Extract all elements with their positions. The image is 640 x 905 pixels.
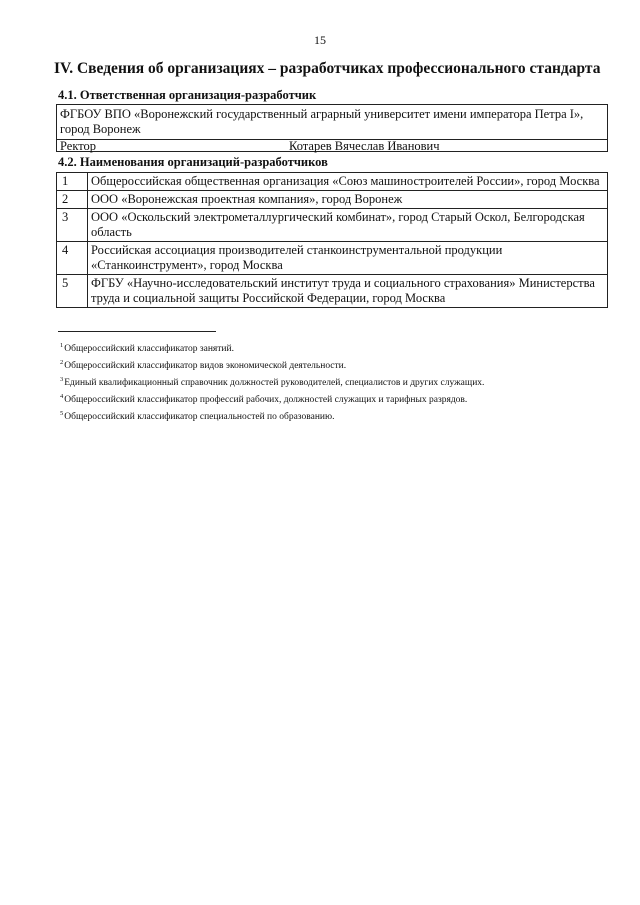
footnote [60, 390, 620, 407]
footnote-text: Общероссийский классификатор видов экономической деятельности. [64, 361, 347, 371]
page-number: 15 [314, 33, 326, 47]
footnotes [60, 339, 620, 424]
signatory-name: Котарев Вячеслав Иванович [289, 139, 440, 153]
footnote [60, 339, 620, 356]
footnote-mark: 2 [60, 359, 64, 366]
table-row [57, 209, 608, 242]
row-number: 1 [57, 173, 88, 191]
table-row [57, 275, 608, 308]
footnote-text: Общероссийский классификатор занятий. [64, 344, 234, 354]
section-title: IV. Сведения об организациях – разработчиках профессионального стандарта [54, 60, 601, 77]
table-row [57, 191, 608, 209]
footnote [60, 373, 620, 390]
org-name-cell: ФГБУ «Научно-исследовательский институт труда и социального страхования» Министерства труда и социальной защиты Российской Федерации, город Москва [88, 275, 608, 308]
responsible-org-name: ФГБОУ ВПО «Воронежский государственный аграрный университет имени императора Петра I», город Воронеж [60, 107, 584, 136]
row-number: 4 [57, 242, 88, 275]
developer-orgs-heading: 4.2. Наименования организаций-разработчиков [58, 155, 328, 169]
footnote-text: Общероссийский классификатор профессий рабочих, должностей служащих и тарифных разрядов. [64, 395, 468, 405]
footnote-separator [58, 331, 216, 332]
org-name-cell: ООО «Оскольский электрометаллургический комбинат», город Старый Оскол, Белгородская область [88, 209, 608, 242]
footnote-text: Общероссийский классификатор специальностей по образованию. [64, 412, 335, 422]
row-number: 2 [57, 191, 88, 209]
row-number: 5 [57, 275, 88, 308]
responsible-org-heading: 4.1. Ответственная организация-разработчик [58, 88, 317, 102]
footnote [60, 407, 620, 424]
footnote-mark: 3 [60, 376, 64, 383]
org-name-cell: Общероссийская общественная организация «Союз машиностроителей России», город Москва [88, 173, 608, 191]
org-name-cell: ООО «Воронежская проектная компания», город Воронеж [88, 191, 608, 209]
footnote-mark: 1 [60, 342, 64, 349]
footnote-mark: 5 [60, 410, 64, 417]
org-name-cell: Российская ассоциация производителей станкоинструментальной продукции «Станкоинструмент», город Москва [88, 242, 608, 275]
table-row [57, 242, 608, 275]
signatory-position: Ректор [60, 139, 97, 153]
responsible-org-table [56, 104, 608, 152]
footnote [60, 356, 620, 373]
row-number: 3 [57, 209, 88, 242]
footnote-mark: 4 [60, 393, 64, 400]
table-row [57, 173, 608, 191]
developer-orgs-table [56, 172, 608, 308]
footnote-text: Единый квалификационный справочник должностей руководителей, специалистов и других служащих. [64, 378, 485, 388]
